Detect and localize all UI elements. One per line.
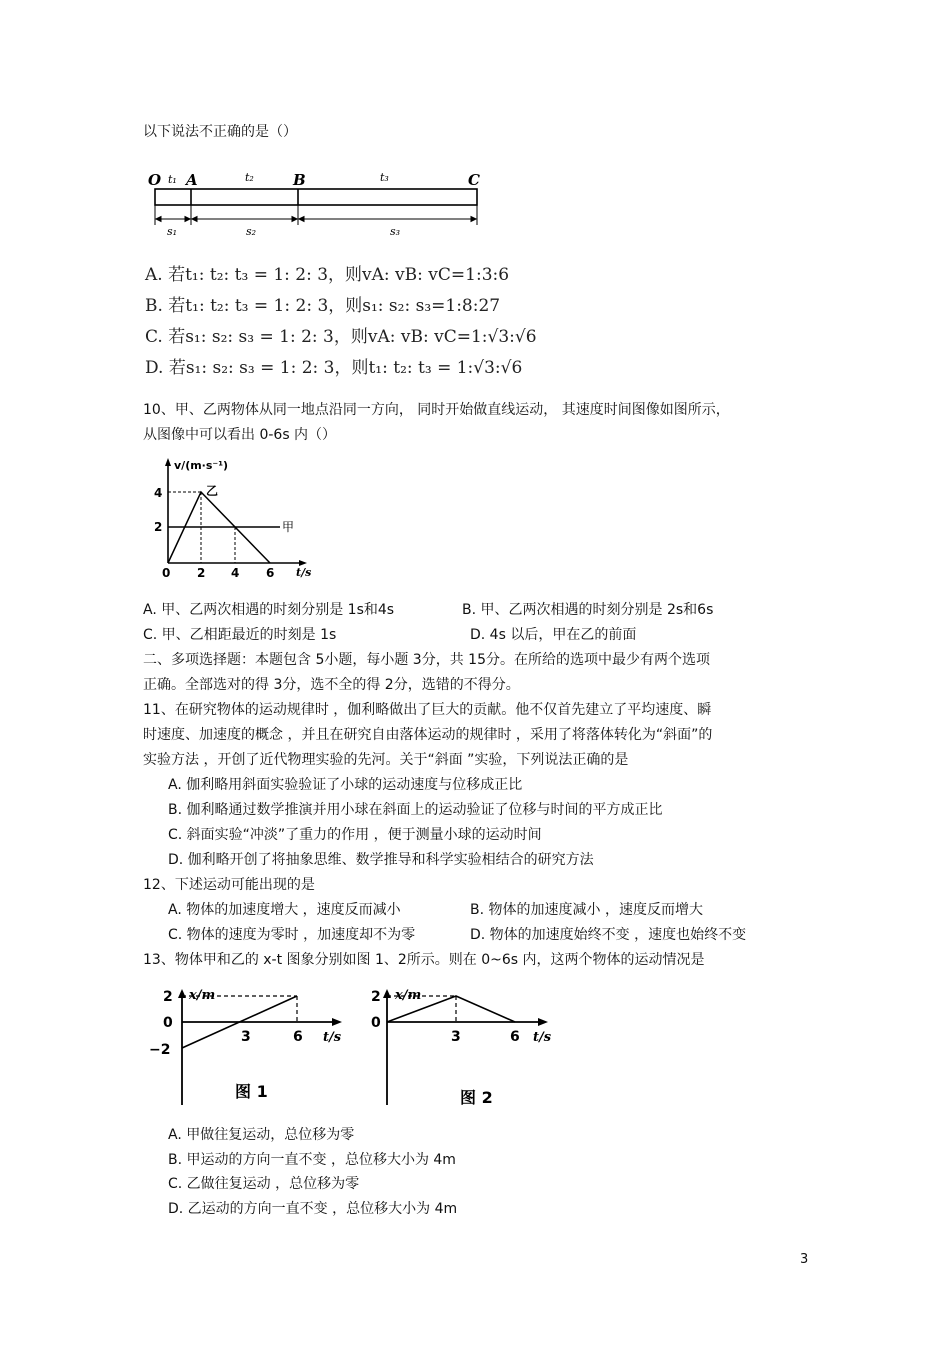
q9-point-a: A — [186, 171, 198, 189]
q9-time-1: t₁ — [168, 173, 177, 186]
fig1-caption: 图 1 — [235, 1082, 268, 1101]
q10-x-tick-4: 4 — [231, 566, 240, 580]
q10-label-yi: 乙 — [206, 484, 219, 498]
fig2-x-tick-6: 6 — [510, 1029, 520, 1045]
q13-option-c: C. 乙做往复运动 ，总位移为零 — [168, 1176, 360, 1192]
fig1-x-label: t/s — [323, 1030, 342, 1045]
q11-option-b: B. 伽利略通过数学推演并用小球在斜面上的运动验证了位移与时间的平方成正比 — [168, 802, 663, 818]
q10-vt-graph — [150, 455, 320, 580]
q13-option-d: D. 乙运动的方向一直不变 ，总位移大小为 4m — [168, 1201, 458, 1217]
q10-x-tick-6: 6 — [266, 566, 275, 580]
fig2-x-label: t/s — [533, 1030, 552, 1045]
page-number: 3 — [800, 1252, 809, 1267]
q9-option-a: A. 若t₁: t₂: t₃ = 1: 2: 3，则vA: vB: vC=1:3:6 — [145, 265, 510, 285]
q11-option-c: C. 斜面实验“冲淡”了重力的作用 ，便于测量小球的运动时间 — [168, 827, 542, 843]
q9-distance-1: s₁ — [167, 225, 178, 238]
q12-option-c: C. 物体的速度为零时 ，加速度却不为零 — [168, 927, 416, 943]
q10-label-jia: 甲 — [282, 520, 295, 534]
fig1-y-tick-0: 0 — [163, 1015, 173, 1031]
q13-option-b: B. 甲运动的方向一直不变 ，总位移大小为 4m — [168, 1152, 456, 1168]
q12-option-b: B. 物体的加速度减小 ，速度反而增大 — [470, 902, 703, 918]
q11-stem-line3: 实验方法 ，开创了近代物理实验的先河。关于“斜面 ”实验，下列说法正确的是 — [143, 752, 629, 768]
fig1-x-tick-6: 6 — [293, 1029, 303, 1045]
q10-x-tick-0: 0 — [162, 566, 171, 580]
fig1-y-tick-neg2: −2 — [149, 1042, 171, 1058]
q12-option-d: D. 物体的加速度始终不变 ，速度也始终不变 — [470, 927, 747, 943]
q10-y-tick-2: 2 — [154, 520, 163, 534]
q9-time-2: t₂ — [245, 171, 254, 184]
q11-stem-line2: 时速度、加速度的概念 ，并且在研究自由落体运动的规律时 ，采用了将落体转化为“斜面”的 — [143, 727, 713, 743]
q9-point-o: O — [148, 171, 162, 189]
q9-time-3: t₃ — [380, 171, 389, 184]
fig2-y-tick-2: 2 — [371, 989, 381, 1005]
q12-option-a: A. 物体的加速度增大 ，速度反而减小 — [168, 902, 401, 918]
fig2-x-tick-3: 3 — [451, 1029, 461, 1045]
fig1-y-tick-2: 2 — [163, 989, 173, 1005]
q9-segment-diagram — [140, 165, 490, 240]
q9-option-c: C. 若s₁: s₂: s₃ = 1: 2: 3，则vA: vB: vC=1:√3:√6 — [145, 327, 537, 347]
q10-option-c: C. 甲、乙相距最近的时刻是 1s — [143, 627, 337, 643]
q9-distance-2: s₂ — [246, 225, 257, 238]
section2-line2: 正确。全部选对的得 3分，选不全的得 2分，选错的不得分。 — [143, 677, 520, 693]
q11-option-d: D. 伽利略开创了将抽象思维、数学推导和科学实验相结合的研究方法 — [168, 852, 594, 868]
q10-y-tick-4: 4 — [154, 486, 163, 500]
q11-option-a: A. 伽利略用斜面实验验证了小球的运动速度与位移成正比 — [168, 777, 523, 793]
q13-option-a: A. 甲做往复运动，总位移为零 — [168, 1127, 355, 1143]
fig2-y-label: x/m — [395, 988, 422, 1003]
fig1-x-tick-3: 3 — [241, 1029, 251, 1045]
q10-x-label: t/s — [296, 566, 312, 579]
q10-y-label: v/(m·s⁻¹) — [174, 459, 229, 472]
fig2-y-tick-0: 0 — [371, 1015, 381, 1031]
q9-intro: 以下说法不正确的是（） — [143, 124, 297, 140]
fig1-y-label: x/m — [189, 988, 216, 1003]
q9-option-b: B. 若t₁: t₂: t₃ = 1: 2: 3，则s₁: s₂: s₃=1:8:27 — [145, 296, 501, 316]
q12-stem: 12、下述运动可能出现的是 — [143, 877, 315, 893]
q9-point-c: C — [468, 171, 480, 189]
q13-figure-1 — [145, 985, 355, 1115]
q10-option-d: D. 4s 以后，甲在乙的前面 — [470, 627, 637, 643]
q9-option-d: D. 若s₁: s₂: s₃ = 1: 2: 3，则t₁: t₂: t₃ = 1:√3:√6 — [145, 358, 523, 378]
section2-line1: 二、多项选择题：本题包含 5小题，每小题 3分，共 15分。在所给的选项中最少有两个选项 — [143, 652, 710, 668]
q11-stem-line1: 11、在研究物体的运动规律时 ，伽利略做出了巨大的贡献。他不仅首先建立了平均速度、瞬 — [143, 702, 712, 718]
q9-point-b: B — [293, 171, 306, 189]
q10-stem-line2: 从图像中可以看出 0-6s 内（） — [143, 427, 337, 443]
q10-option-a: A. 甲、乙两次相遇的时刻分别是 1s和4s — [143, 602, 395, 618]
q13-stem: 13、物体甲和乙的 x-t 图象分别如图 1、2所示。则在 0~6s 内，这两个物体的运动情况是 — [143, 952, 705, 968]
q9-distance-3: s₃ — [390, 225, 401, 238]
q10-option-b: B. 甲、乙两次相遇的时刻分别是 2s和6s — [462, 602, 714, 618]
fig2-caption: 图 2 — [460, 1088, 493, 1107]
q9-bar — [155, 189, 477, 205]
q10-stem-line1: 10、甲、乙两物体从同一地点沿同一方向， 同时开始做直线运动， 其速度时间图像如图所示， — [143, 402, 730, 418]
q13-figure-2 — [365, 985, 565, 1115]
q10-x-tick-2: 2 — [197, 566, 206, 580]
